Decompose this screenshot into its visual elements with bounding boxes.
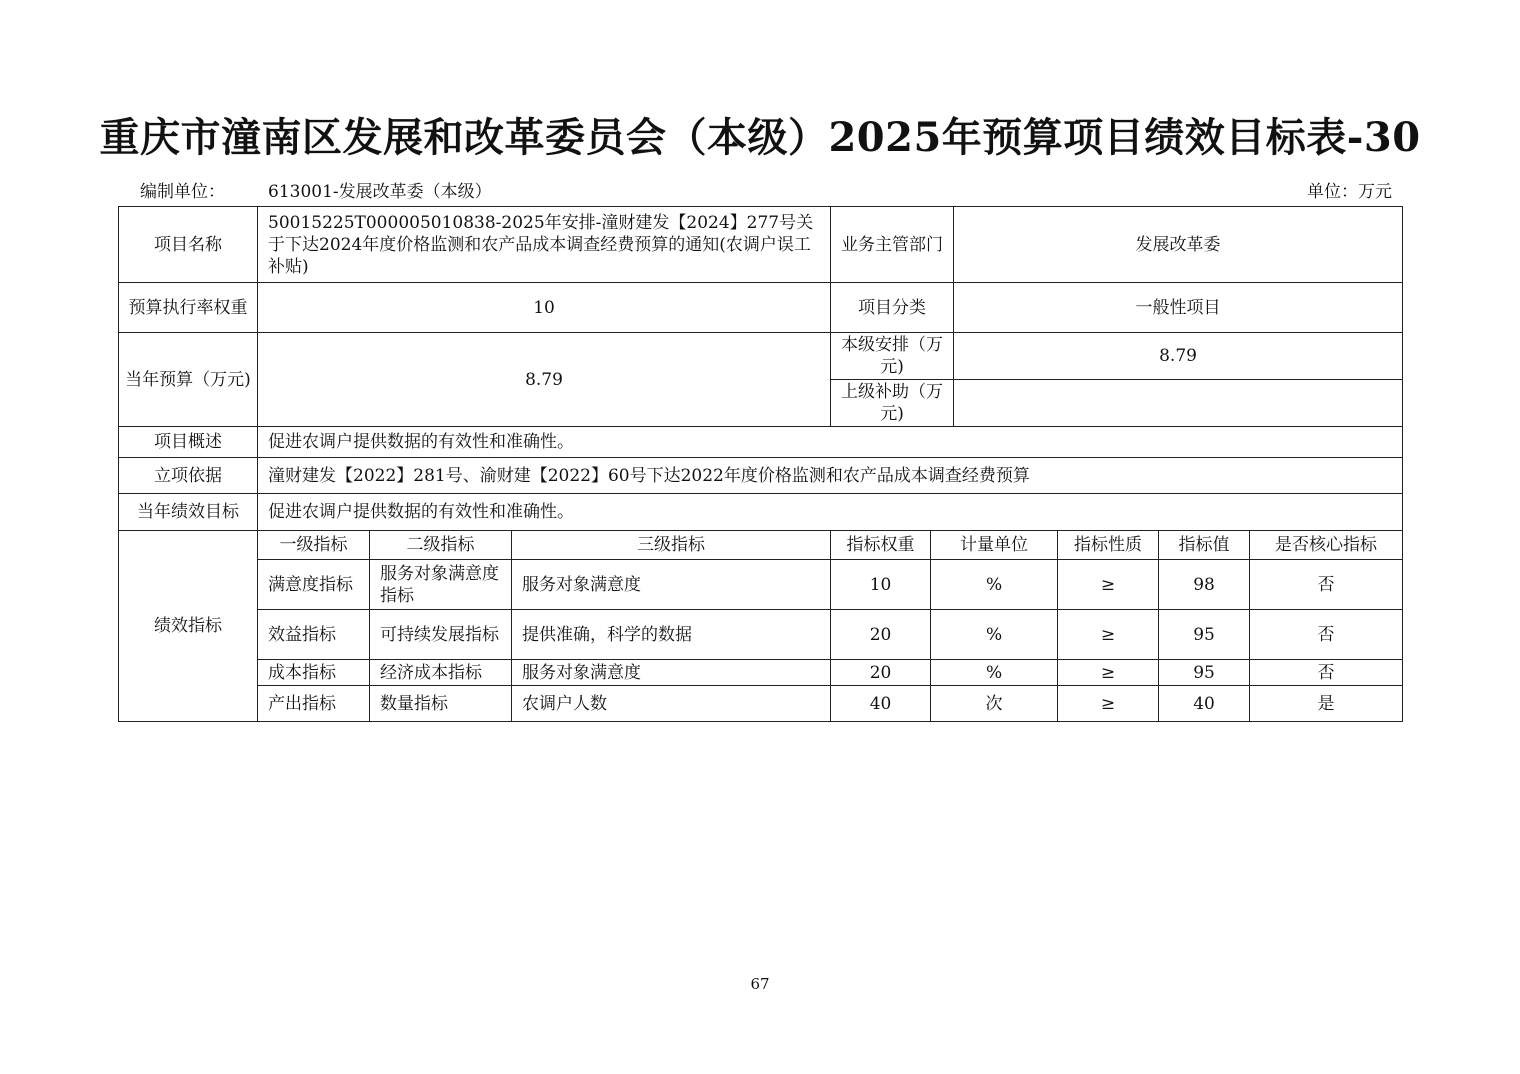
- indicator-l3: 提供准确，科学的数据: [512, 610, 831, 660]
- row-goal: [119, 494, 1403, 531]
- exec-weight-value: 10: [258, 283, 831, 333]
- indicator-core: 否: [1250, 560, 1403, 610]
- basis-label: 立项依据: [119, 458, 258, 494]
- indicator-l2: 服务对象满意度指标: [370, 560, 512, 610]
- indicator-l2: 数量指标: [370, 686, 512, 722]
- row-budget: [119, 333, 1403, 380]
- indicator-weight: 20: [831, 660, 931, 686]
- indicator-value: 95: [1159, 660, 1250, 686]
- indicator-core: 否: [1250, 610, 1403, 660]
- indicator-l3: 服务对象满意度: [512, 660, 831, 686]
- category-value: 一般性项目: [954, 283, 1403, 333]
- table-row: [119, 686, 1403, 722]
- indicator-l3: 服务对象满意度: [512, 560, 831, 610]
- overview-label: 项目概述: [119, 427, 258, 458]
- header-l3: 三级指标: [512, 531, 831, 560]
- indicator-unit: %: [931, 560, 1058, 610]
- overview-value: 促进农调户提供数据的有效性和准确性。: [258, 427, 1403, 458]
- indicator-weight: 20: [831, 610, 931, 660]
- indicator-weight: 10: [831, 560, 931, 610]
- dept-value: 发展改革委: [954, 207, 1403, 283]
- local-value: 8.79: [954, 333, 1403, 380]
- indicator-l1: 产出指标: [258, 686, 370, 722]
- row-overview: [119, 427, 1403, 458]
- row-project-name: [119, 207, 1403, 283]
- currency-unit: 单位：万元: [1307, 182, 1392, 202]
- indicator-l1: 效益指标: [258, 610, 370, 660]
- page-title: 重庆市潼南区发展和改革委员会（本级）2025年预算项目绩效目标表-30: [99, 114, 1421, 161]
- indicator-l1: 成本指标: [258, 660, 370, 686]
- indicator-core: 是: [1250, 686, 1403, 722]
- perf-label: 绩效指标: [119, 531, 258, 722]
- row-exec-weight: [119, 283, 1403, 333]
- indicator-l2: 可持续发展指标: [370, 610, 512, 660]
- budget-value: 8.79: [258, 333, 831, 427]
- project-name-label: 项目名称: [119, 207, 258, 283]
- goal-label: 当年绩效目标: [119, 494, 258, 531]
- local-label: 本级安排（万元): [831, 333, 954, 380]
- header-l1: 一级指标: [258, 531, 370, 560]
- header-unit: 计量单位: [931, 531, 1058, 560]
- dept-label: 业务主管部门: [831, 207, 954, 283]
- indicator-l2: 经济成本指标: [370, 660, 512, 686]
- performance-table: [118, 206, 1403, 722]
- indicator-value: 40: [1159, 686, 1250, 722]
- page-number: 67: [750, 975, 770, 993]
- indicator-unit: %: [931, 660, 1058, 686]
- indicator-nature: ≥: [1058, 686, 1159, 722]
- project-name-value: 50015225T000005010838-2025年安排-潼财建发【2024】277号关于下达2024年度价格监测和农产品成本调查经费预算的通知(农调户误工补贴): [258, 207, 831, 283]
- indicator-unit: 次: [931, 686, 1058, 722]
- indicator-unit: %: [931, 610, 1058, 660]
- table-row: [119, 610, 1403, 660]
- goal-value: 促进农调户提供数据的有效性和准确性。: [258, 494, 1403, 531]
- header-core: 是否核心指标: [1250, 531, 1403, 560]
- header-value: 指标值: [1159, 531, 1250, 560]
- indicator-core: 否: [1250, 660, 1403, 686]
- exec-weight-label: 预算执行率权重: [119, 283, 258, 333]
- indicator-nature: ≥: [1058, 660, 1159, 686]
- category-label: 项目分类: [831, 283, 954, 333]
- header-weight: 指标权重: [831, 531, 931, 560]
- indicator-nature: ≥: [1058, 610, 1159, 660]
- indicator-l1: 满意度指标: [258, 560, 370, 610]
- indicator-nature: ≥: [1058, 560, 1159, 610]
- indicator-value: 95: [1159, 610, 1250, 660]
- upper-label: 上级补助（万元): [831, 380, 954, 427]
- compiling-unit-label: 编制单位：: [140, 182, 225, 202]
- table-row: [119, 660, 1403, 686]
- header-nature: 指标性质: [1058, 531, 1159, 560]
- row-basis: [119, 458, 1403, 494]
- indicator-value: 98: [1159, 560, 1250, 610]
- header-l2: 二级指标: [370, 531, 512, 560]
- indicator-l3: 农调户人数: [512, 686, 831, 722]
- compiling-unit-value: 613001-发展改革委（本级）: [268, 182, 492, 202]
- budget-label: 当年预算（万元): [119, 333, 258, 427]
- upper-value: [954, 380, 1403, 427]
- indicator-header-row: [119, 531, 1403, 560]
- table-row: [119, 560, 1403, 610]
- basis-value: 潼财建发【2022】281号、渝财建【2022】60号下达2022年度价格监测和农产品成本调查经费预算: [258, 458, 1403, 494]
- compiling-unit: [140, 177, 492, 202]
- indicator-weight: 40: [831, 686, 931, 722]
